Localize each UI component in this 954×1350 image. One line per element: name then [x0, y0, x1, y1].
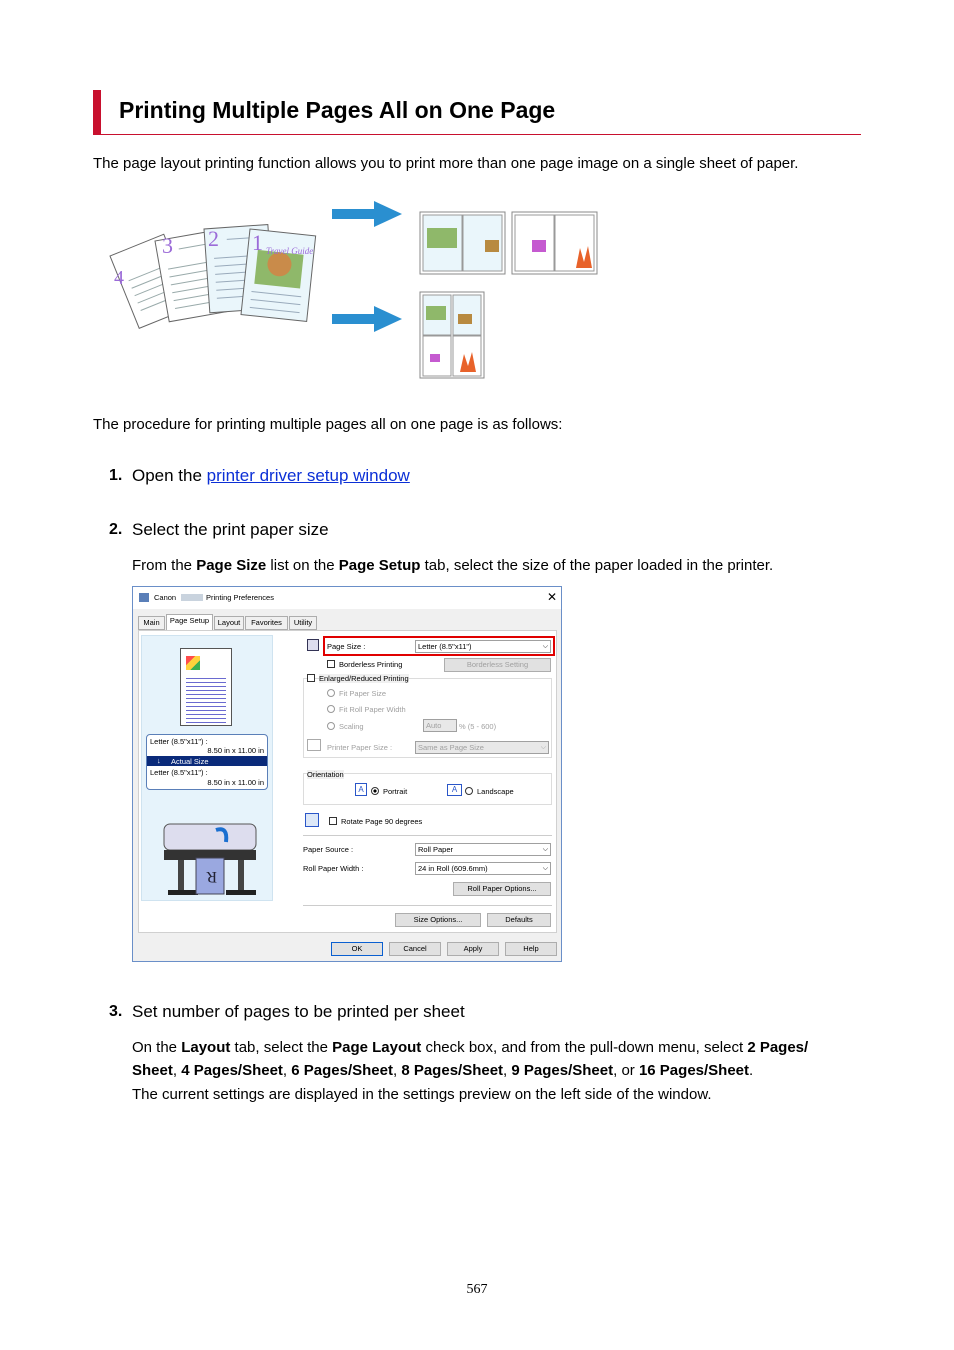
landscape-label: Landscape — [477, 787, 514, 796]
rotate-checkbox[interactable] — [329, 817, 337, 825]
fit-roll-radio[interactable] — [327, 705, 335, 713]
fit-paper-radio[interactable] — [327, 689, 335, 697]
landscape-icon: A — [447, 784, 462, 796]
apply-button[interactable]: Apply — [447, 942, 499, 956]
heading-accent-bar — [93, 90, 101, 134]
fit-paper-label: Fit Paper Size — [339, 689, 387, 698]
tab-favorites[interactable]: Favorites — [245, 616, 288, 630]
scaling-radio[interactable] — [327, 722, 335, 730]
paper-source-label: Paper Source : — [303, 845, 354, 854]
page-title: Printing Multiple Pages All on One Page — [119, 97, 556, 123]
roll-width-select[interactable]: 24 in Roll (609.6mm) ⌵ — [415, 862, 551, 875]
landscape-radio[interactable] — [465, 787, 473, 795]
result-2up-sheet-b — [512, 212, 597, 274]
printer-paper-label: Printer Paper Size : — [327, 743, 393, 752]
page-size-select[interactable]: Letter (8.5"x11") ⌵ — [415, 640, 551, 653]
procedure-intro: The procedure for printing multiple pages all on one page is as follows: — [93, 416, 563, 433]
orientation-label: Orientation — [307, 770, 344, 779]
portrait-label: Portrait — [383, 787, 408, 796]
roll-options-button[interactable]: Roll Paper Options... — [453, 882, 551, 896]
roll-width-label: Roll Paper Width : — [303, 864, 364, 873]
scaling-range: % (5 - 600) — [459, 722, 497, 731]
page-3-number: 3 — [162, 233, 173, 258]
step-2-number: 2. — [109, 521, 123, 538]
close-icon[interactable]: ✕ — [547, 590, 558, 604]
portrait-icon: A — [355, 783, 367, 796]
printed-letter: R — [206, 868, 217, 885]
printer-driver-setup-link[interactable]: printer driver setup window — [206, 466, 410, 485]
scaling-stepper[interactable]: Auto — [423, 719, 457, 732]
settings-preview — [141, 635, 273, 901]
layout-illustration — [100, 196, 610, 381]
enlarged-checkbox[interactable] — [307, 674, 315, 682]
size-options-button[interactable]: Size Options... — [395, 913, 481, 927]
step-3-body-line3: The current settings are displayed in the settings preview on the left side of the window. — [132, 1086, 712, 1103]
enlarged-label: Enlarged/Reduced Printing — [319, 674, 409, 683]
step-1-number: 1. — [109, 467, 123, 484]
dialog-titlebar — [133, 587, 561, 609]
arrow-right-icon — [332, 306, 402, 332]
step-3-text: Set number of pages to be printed per sheet — [132, 1002, 465, 1021]
page-number: 567 — [466, 1282, 488, 1297]
printer-icon — [139, 593, 149, 602]
tab-layout[interactable]: Layout — [214, 616, 244, 630]
borderless-setting-button[interactable]: Borderless Setting — [444, 658, 551, 672]
page-size-icon — [307, 639, 319, 651]
preview-size-box: Letter (8.5"x11") : 8.50 in x 11.00 in Actual Size ↓ Letter (8.5"x11") : 8.50 in x 11.00 in — [146, 734, 268, 790]
printer-paper-icon — [307, 739, 321, 751]
printing-preferences-dialog — [132, 586, 562, 962]
rotate-icon — [305, 813, 319, 827]
dialog-title-prefix: Canon — [154, 593, 177, 602]
defaults-button[interactable]: Defaults — [487, 913, 551, 927]
step-3-number: 3. — [109, 1003, 123, 1020]
step-1-text: Open the printer driver setup window — [132, 466, 410, 485]
step-2-text: Select the print paper size — [132, 520, 329, 539]
scaling-label: Scaling — [339, 722, 364, 731]
portrait-radio[interactable] — [371, 787, 379, 795]
actual-size-label: Actual Size — [171, 757, 209, 766]
result-4up-sheet — [420, 292, 484, 378]
paper-source-select[interactable]: Roll Paper ⌵ — [415, 843, 551, 856]
step-2-body: From the Page Size list on the Page Setup tab, select the size of the paper loaded in the printer. — [132, 557, 774, 574]
tab-main[interactable]: Main — [138, 616, 165, 630]
page-4-number: 4 — [114, 267, 124, 289]
page-1-number: 1 — [252, 230, 263, 255]
ok-button[interactable]: OK — [331, 942, 383, 956]
printer-paper-select[interactable]: Same as Page Size ⌵ — [415, 741, 549, 754]
tab-page-setup[interactable]: Page Setup — [166, 614, 213, 631]
page-1-caption: Travel Guide — [266, 246, 314, 256]
step-3-body-line1: On the Layout tab, select the Page Layout check box, and from the pull-down menu, select 2 Pages/ — [132, 1039, 809, 1056]
printer-illustration — [156, 806, 266, 898]
step-3-body-line2: Sheet, 4 Pages/Sheet, 6 Pages/Sheet, 8 Pages/Sheet, 9 Pages/Sheet, or 16 Pages/Sheet. — [132, 1062, 754, 1079]
page-size-label: Page Size : — [327, 642, 366, 651]
rotate-label: Rotate Page 90 degrees — [341, 817, 423, 826]
dialog-title: Printing Preferences — [206, 593, 274, 602]
arrow-down-icon: ↓ — [157, 756, 161, 765]
cancel-button[interactable]: Cancel — [389, 942, 441, 956]
result-2up-sheet-a — [420, 212, 505, 274]
arrow-right-icon — [332, 201, 402, 227]
tab-utility[interactable]: Utility — [289, 616, 317, 630]
intro-text: The page layout printing function allows you to print more than one page image on a single sheet of paper. — [93, 155, 799, 172]
help-button[interactable]: Help — [505, 942, 557, 956]
preview-text-lines — [186, 675, 226, 723]
model-name-redacted — [181, 594, 203, 601]
page-2-number: 2 — [208, 226, 219, 251]
fit-roll-label: Fit Roll Paper Width — [339, 705, 406, 714]
preview-image-icon — [186, 656, 200, 670]
borderless-label: Borderless Printing — [339, 660, 403, 669]
chevron-down-icon: ⌵ — [542, 643, 548, 650]
borderless-checkbox[interactable] — [327, 660, 335, 668]
preview-page — [180, 648, 232, 726]
